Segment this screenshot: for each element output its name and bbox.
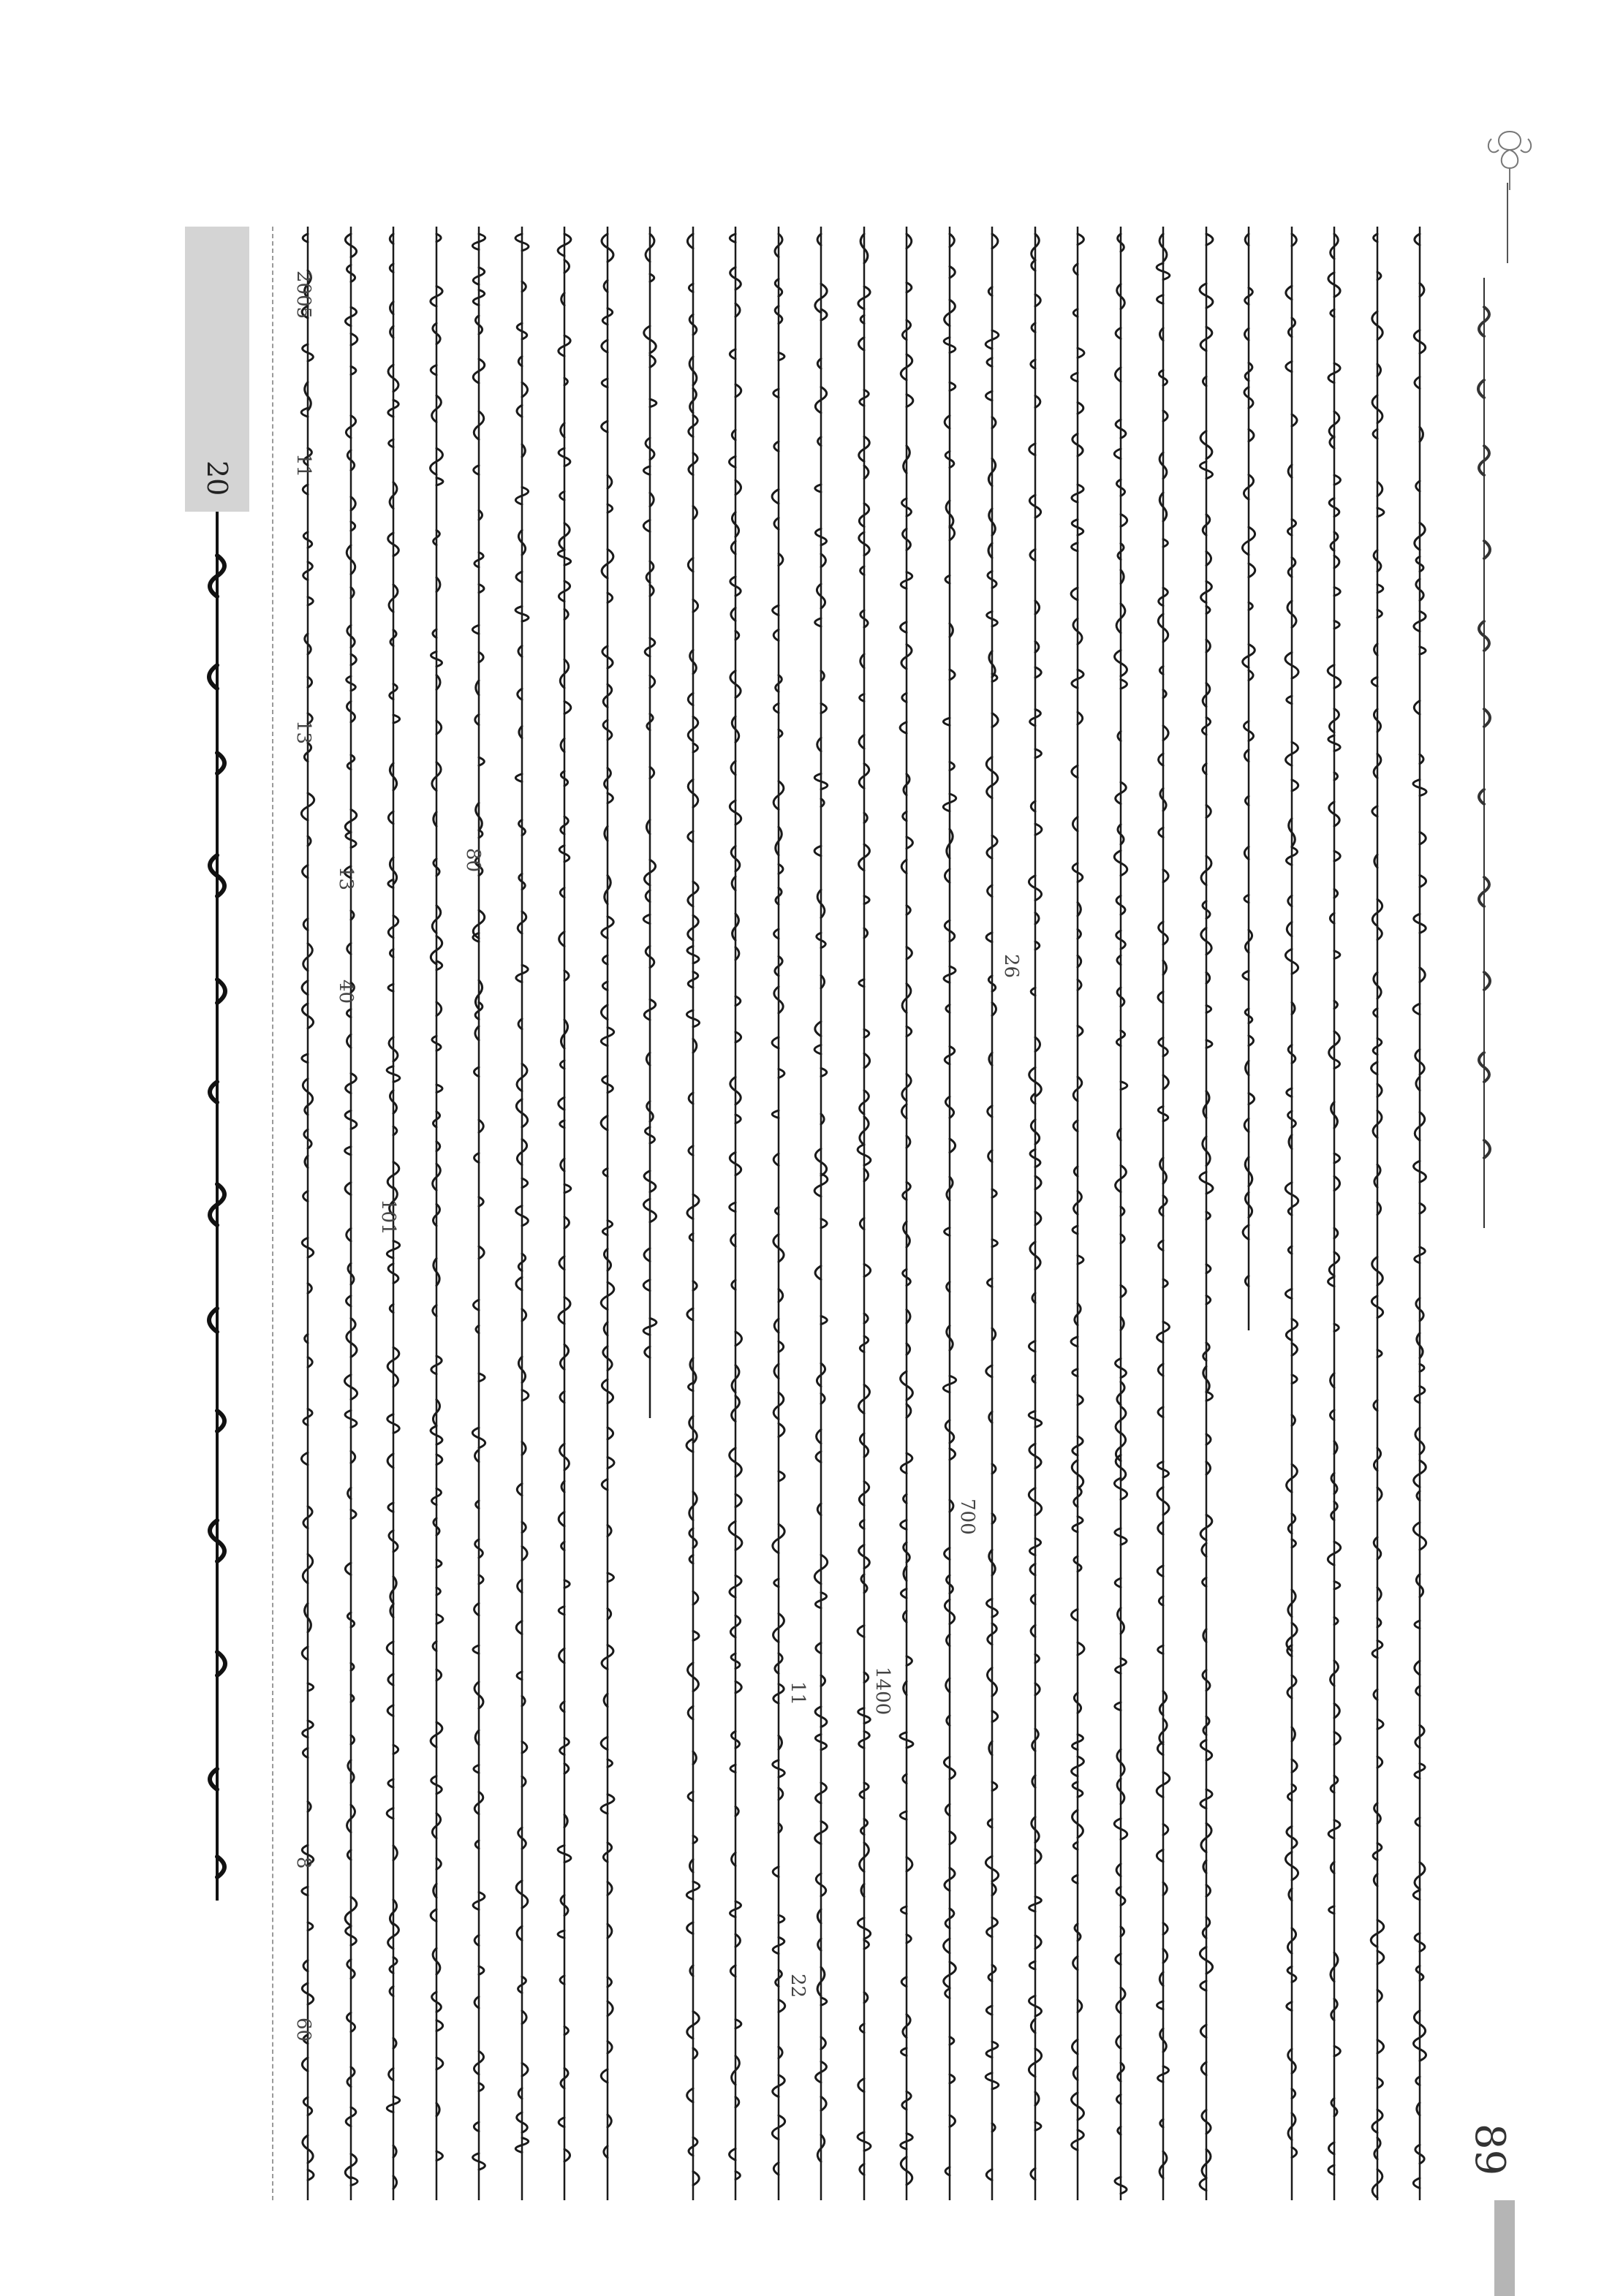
running-head-rule: [1507, 183, 1508, 263]
text-column: [631, 227, 669, 2200]
text-column: [931, 227, 969, 2200]
text-column: [1230, 227, 1268, 2200]
body-text: [289, 227, 1459, 2200]
text-column: [1358, 227, 1396, 2200]
text-column: [973, 227, 1011, 2200]
dashed-rule: [272, 227, 273, 2200]
page-number: 89: [1466, 2123, 1513, 2176]
text-column: [716, 227, 754, 2200]
inline-number: 101: [377, 1199, 399, 1235]
text-column: [888, 227, 926, 2200]
inline-number: 40: [335, 980, 357, 1004]
inline-number: 26: [1000, 954, 1022, 979]
inline-number: 11: [292, 453, 314, 478]
text-column: [460, 227, 498, 2200]
text-column: [1144, 227, 1182, 2200]
text-column: [1273, 227, 1311, 2200]
text-column: [545, 227, 583, 2200]
running-head: [1451, 278, 1517, 1228]
text-column: [1315, 227, 1353, 2200]
title-number: 20: [201, 461, 233, 496]
text-column: [674, 227, 712, 2200]
inline-number: 60: [292, 2017, 314, 2042]
text-column: [845, 227, 883, 2200]
text-column: [1187, 227, 1225, 2200]
inline-number: 700: [956, 1499, 978, 1535]
title-script: [185, 512, 249, 1901]
text-column: [1401, 227, 1439, 2200]
text-column: [503, 227, 541, 2200]
text-column: [1102, 227, 1140, 2200]
text-column: [417, 227, 455, 2200]
text-column: [289, 227, 327, 2200]
ornament-icon: [1477, 124, 1543, 190]
text-column: [1016, 227, 1054, 2200]
text-column: [760, 227, 798, 2200]
inline-number: 1400: [871, 1667, 893, 1716]
inline-number: 8: [292, 1857, 314, 1869]
inline-number: 2005: [292, 270, 314, 319]
text-column: [1059, 227, 1097, 2200]
text-column: [802, 227, 840, 2200]
text-column: [332, 227, 370, 2200]
inline-number: 13: [335, 866, 357, 891]
inline-number: 11: [787, 1681, 809, 1706]
inline-number: 22: [787, 1974, 809, 1998]
inline-number: 80: [462, 848, 484, 873]
inline-number: 13: [292, 720, 314, 745]
edge-tab: [1494, 2200, 1515, 2296]
text-column: [589, 227, 627, 2200]
